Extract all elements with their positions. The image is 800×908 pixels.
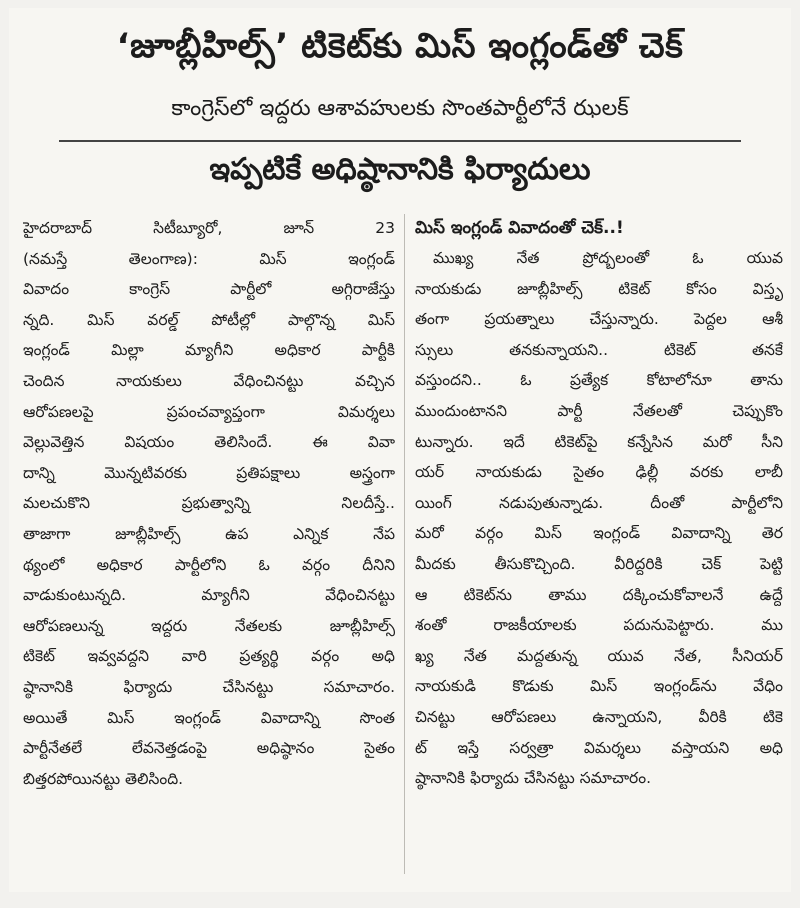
subheading-2: ఇప్పటికే అధిష్ఠానానికి ఫిర్యాదులు: [209, 152, 591, 187]
text-line: ష్ఠానానికి ఫిర్యాదు చేసినట్టు సమాచారం.: [23, 677, 395, 696]
text-line: ముందుంటానని పార్టీ నేతలతో చెప్పుకొం: [415, 401, 783, 420]
text-line: యింగ్ నడుపుతున్నాడు. దీంతో పార్టీలోని: [415, 493, 783, 512]
text-line: నాయకుడు జూబ్లీహిల్స్ టికెట్ కోసం విస్తృ: [415, 279, 783, 298]
text-line: నాయకుడి కొడుకు మిస్ ఇంగ్లండ్‌ను వేధిం: [415, 677, 783, 696]
text-line: థ్యంలో అధికార పార్టీలోని ఓ వర్గం దీనిని: [23, 555, 395, 574]
text-line: వాడుకుంటున్నది. మ్యాగీని వేధించినట్టు: [23, 586, 395, 605]
text-line: హైదరాబాద్ సిటీబ్యూరో, జూన్ 23: [23, 219, 395, 237]
text-line: ఆరోపణలపై ప్రపంచవ్యాప్తంగా విమర్శలు: [23, 402, 395, 421]
divider-rule: [59, 140, 741, 142]
column-divider: [404, 214, 405, 874]
text-line: మలచుకొని ప్రభుత్వాన్ని నిలదీస్తే..: [23, 494, 395, 513]
right-column: [415, 213, 783, 794]
headline: ‘జూబ్లీహిల్స్’ టికెట్‌కు మిస్ ఇంగ్లండ్‌తో చెక్: [116, 26, 684, 66]
subheading: కాంగ్రెస్‌లో ఇద్దరు ఆశావహులకు సొంతపార్టీలోనే ఝలక్: [171, 96, 629, 121]
text-line: ఆ టికెట్‌ను తాము దక్కించుకోవాలనే ఉద్దే: [415, 585, 783, 604]
text-line: (నమస్తే తెలంగాణ): మిస్ ఇంగ్లండ్: [23, 249, 395, 268]
text-line: బిత్తరపోయినట్టు తెలిసింది.: [23, 769, 184, 788]
text-line: ఆరోపణలున్న ఇద్దరు నేతలకు జూబ్లీహిల్స్: [23, 616, 395, 635]
text-line: యర్ నాయకుడు సైతం ఢిల్లీ వరకు లాబీ: [415, 463, 783, 482]
text-line: టికెట్ ఇవ్వవద్దని వారి ప్రత్యర్థి వర్గం అధి: [23, 647, 395, 666]
text-line: చెందిన నాయకులు వేధించినట్టు వచ్చిన: [23, 371, 395, 390]
text-line: వివాదం కాంగ్రెస్ పార్టీలో అగ్గిరాజేస్తు: [23, 280, 395, 299]
text-line: ష్ఠానానికి ఫిర్యాదు చేసినట్టు సమాచారం.: [415, 769, 652, 788]
text-line: ముఖ్య నేత ప్రోద్బలంతో ఓ యువ: [433, 249, 783, 267]
text-line: టున్నారు. ఇదే టికెట్‌పై కన్నేసిన మరో సీని: [415, 432, 783, 451]
text-line: శంతో రాజకీయాలకు పదునుపెట్టారు. ము: [415, 616, 783, 635]
text-line: తాజాగా జూబ్లీహిల్స్ ఉప ఎన్నిక నేప: [23, 524, 395, 543]
text-line: చినట్టు ఆరోపణలు ఉన్నాయని, వీరికి టికె: [415, 707, 783, 726]
text-line: దాన్ని మొన్నటివరకు ప్రతిపక్షాలు అస్త్రంగా: [23, 463, 395, 482]
text-line: వస్తుందని.. ఓ ప్రత్యేక కోటాలోనూ తాను: [415, 371, 783, 390]
text-line: స్సులు తనకున్నాయని.. టికెట్ తనకే: [415, 340, 783, 359]
text-line: తంగా ప్రయత్నాలు చేస్తున్నారు. పెద్దల ఆశీ: [415, 310, 783, 329]
text-line: న్నది. మిస్ వరల్డ్ పోటీల్లో పాల్గొన్న మిస్: [23, 310, 395, 329]
text-line: మీదకు తీసుకొచ్చింది. వీరిద్దరికి చెక్ పెట్టి: [415, 554, 783, 573]
text-line: ట్ ఇస్తే సర్వత్రా విమర్శలు వస్తాయని అధి: [415, 738, 783, 757]
right-column-heading: మిస్ ఇంగ్లండ్ వివాదంతో చెక్..!: [415, 218, 624, 238]
newspaper-clipping: [9, 8, 791, 892]
text-line: అయితే మిస్ ఇంగ్లండ్ వివాదాన్ని సొంత: [23, 708, 395, 727]
text-line: మరో వర్గం మిస్ ఇంగ్లండ్ వివాదాన్ని తెర: [415, 524, 783, 543]
text-line: ఖ్య నేత మద్దతున్న యువ నేత, సీనియర్: [415, 646, 783, 665]
text-line: ఇంగ్లండ్ మిల్లా మ్యాగీని అధికార పార్టీకి: [23, 341, 395, 360]
text-line: పార్టీనేతలే లేవనెత్తడంపై అధిష్ఠానం సైతం: [23, 739, 395, 758]
text-line: వెల్లువెత్తిన విషయం తెలిసిందే. ఈ వివా: [23, 433, 395, 452]
left-column: [23, 213, 395, 794]
